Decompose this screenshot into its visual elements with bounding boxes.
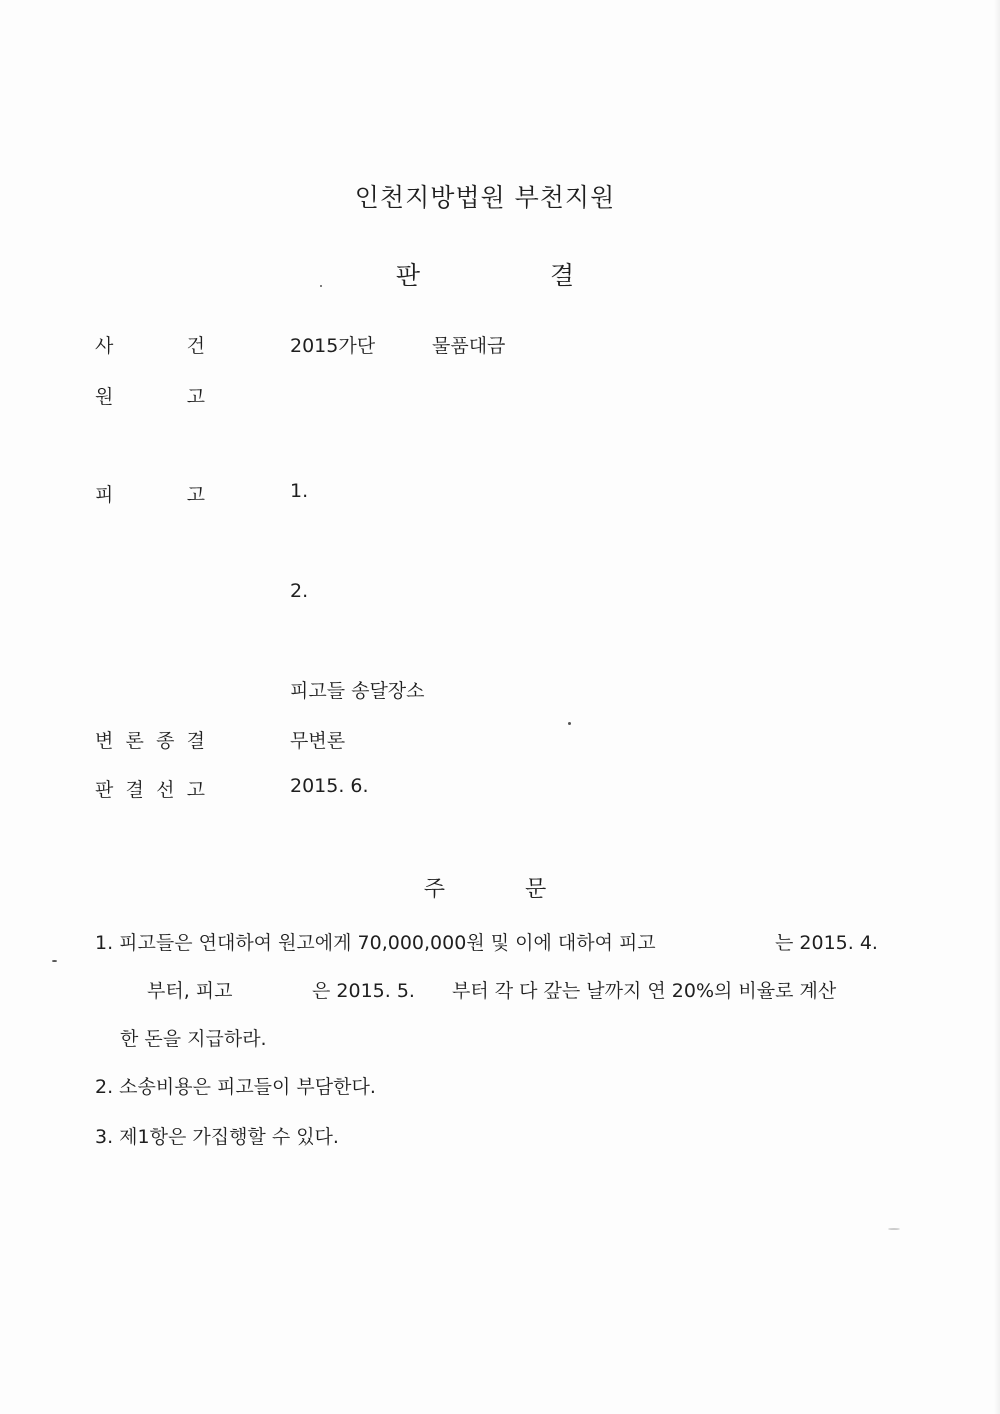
order-item-1-line-2-end: 부터 각 다 갚는 날까지 연 20%의 비율로 계산 (452, 980, 837, 1002)
case-type: 물품대금 (432, 335, 506, 357)
order-item-3: 3. 제1항은 가집행할 수 있다. (95, 1126, 339, 1148)
order-title: 주 문 (423, 877, 547, 902)
scan-speck (888, 1228, 900, 1230)
document-title-char: 결 (550, 261, 575, 290)
scan-speck (568, 722, 571, 725)
defendant-label: 피 고 (95, 484, 205, 506)
document-title (0, 256, 970, 292)
court-name: 인천지방법원 부천지원 (354, 183, 616, 212)
plaintiff-label: 원 고 (95, 386, 205, 408)
pleading-closed-value: 무변론 (290, 730, 346, 752)
defendant-item-2: 2. (290, 580, 309, 602)
document-title-char: 판 (395, 261, 420, 290)
order-item-1-line-2-mid: 은 2015. 5. (312, 980, 415, 1002)
judgment-date-value: 2015. 6. (290, 775, 369, 797)
order-item-2: 2. 소송비용은 피고들이 부담한다. (95, 1076, 376, 1098)
defendant-item-1: 1. (290, 480, 309, 502)
order-item-1-line-1-end: 는 2015. 4. (775, 932, 878, 954)
judgment-date-label: 판 결 선 고 (95, 779, 205, 801)
scan-edge-shadow (994, 0, 1000, 1414)
scan-speck (52, 960, 57, 962)
order-item-1-line-1: 1. 피고들은 연대하여 원고에게 70,000,000원 및 이에 대하여 피고 (95, 932, 656, 954)
case-number: 2015가단 (290, 335, 376, 357)
order-item-1-line-2-start: 부터, 피고 (147, 980, 233, 1002)
scan-speck (320, 285, 322, 287)
order-item-1-line-3: 한 돈을 지급하라. (120, 1028, 267, 1050)
pleading-closed-label: 변 론 종 결 (95, 730, 205, 752)
defendant-service-address-label: 피고들 송달장소 (290, 680, 425, 702)
case-label: 사 건 (95, 335, 205, 357)
